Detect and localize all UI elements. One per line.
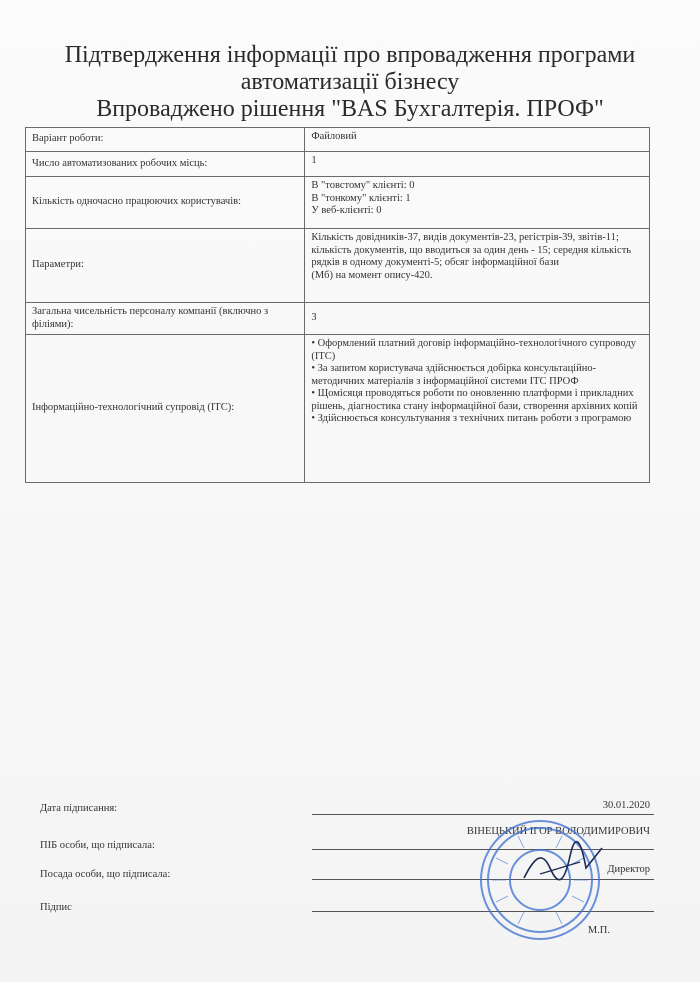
value-line: В "товстому" клієнті: 0 xyxy=(311,180,415,191)
row-label-concurrent-users: Кількість одночасно працюючих користувачів: xyxy=(26,177,305,229)
value-line: 1 xyxy=(311,155,317,166)
row-label-workstations: Число автоматизованих робочих місць: xyxy=(26,152,305,177)
signature-label: Підпис xyxy=(40,902,72,913)
date-label: Дата підписання: xyxy=(40,803,118,814)
value-line: • За запитом користувача здійснюється добірка консультаційно-методичних матеріалів з інформаційної системи ІТС ПРОФ xyxy=(311,363,597,387)
value-line: В "тонкому" клієнті: 1 xyxy=(311,192,411,204)
signer-position-label: Посада особи, що підписала: xyxy=(40,869,171,880)
signer-name-label: ПІБ особи, що підписала: xyxy=(40,840,155,851)
row-label-parameters: Параметри: xyxy=(26,229,305,303)
value-line: 3 xyxy=(311,312,317,324)
title-line-2: автоматизації бізнесу xyxy=(240,69,460,95)
value-line: Файловий xyxy=(311,131,357,142)
row-label-its: Інформаційно-технологічний супровід (ІТС): xyxy=(26,335,305,483)
mp-label: М.П. xyxy=(587,925,610,936)
date-value: 30.01.2020 xyxy=(602,800,650,811)
signer-position-value: Директор xyxy=(607,864,650,875)
value-line: • Оформлений платний договір інформаційно-технологічного супроводу (ІТС) xyxy=(311,338,636,362)
signer-name-value: ВІНЕЦЬКИЙ ІГОР ВОЛОДИМИРОВИЧ xyxy=(466,826,650,837)
value-line: У веб-клієнті: 0 xyxy=(311,205,382,216)
date-line xyxy=(312,814,654,815)
handwritten-signature-icon xyxy=(520,838,610,888)
title-line-3: Впроваджено рішення "BAS Бухгалтерія. ПРОФ" xyxy=(96,96,604,122)
value-line: Кількість довідників-37, видів документів-23, регістрів-39, звітів-11; кількість документів, що вводиться за один день - 15; середня кількість рядків в одному документі-5; обсяг інформаційної бази xyxy=(311,232,632,268)
title-line-1: Підтвердження інформації про впровадження програми xyxy=(64,42,636,68)
row-label-work-variant: Варіант роботи: xyxy=(26,128,305,152)
value-line: • Щомісяця проводяться роботи по оновленню платформи і прикладних рішень, діагностика стану інформаційної бази, створення архівних копій xyxy=(311,388,638,412)
value-line: • Здійснюється консультування з технічних питань роботи з програмою xyxy=(311,413,632,424)
value-line: (Мб) на момент опису-420. xyxy=(311,269,433,281)
row-label-staff-count: Загальна чисельність персоналу компанії (включно з філіями): xyxy=(26,303,305,335)
